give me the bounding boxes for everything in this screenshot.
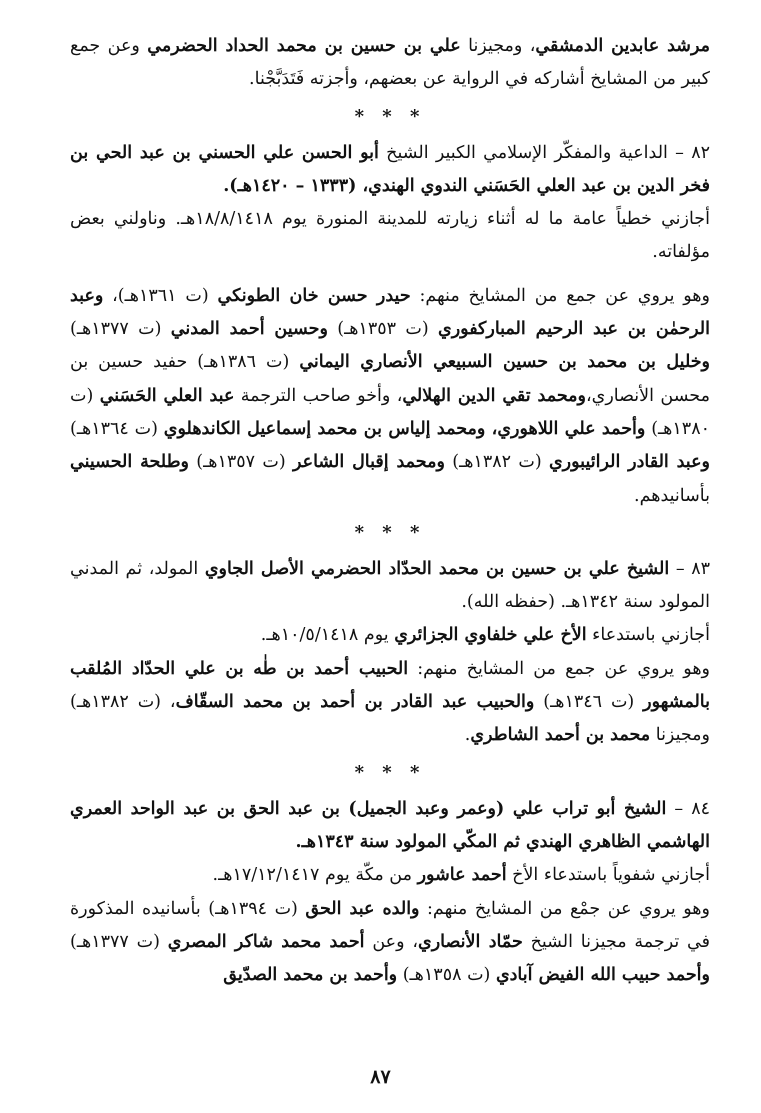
scholar-name: مرشد عابدين الدمشقي: [535, 36, 710, 56]
text-run: وهو يروي عن جمْع من المشايخ منهم:: [419, 898, 710, 919]
scholar-name: وحسين أحمد المدني: [170, 319, 328, 340]
text-run: ، (ت ١٣٨٢هـ) ومجيزنا: [70, 692, 710, 746]
text-run: من مكّة يوم ١٧/١٢/١٤١٧هـ.: [212, 865, 418, 886]
entry-84-heading: [70, 793, 710, 860]
scholar-name: علي بن حسين بن محمد الحداد الحضرمي: [147, 36, 461, 56]
section-separator: * * *: [354, 521, 426, 543]
text-run: (ت ١٣٦٤هـ): [70, 418, 164, 439]
section-separator: * * *: [354, 105, 426, 127]
scholar-name: حمّاد الأنصاري: [418, 931, 523, 952]
scholar-name: أحمد محمد شاكر المصري: [167, 931, 365, 952]
entry-82-ijaza: أجازني خطياً عامة ما له أثناء زيارته للمدينة المنورة يوم ١٨/٨/١٤١٨هـ. وناولني بعض مؤلفاته.: [70, 209, 710, 263]
scholar-name: وعبد القادر الرائيبوري: [548, 452, 710, 473]
text-run: (ت ١٣٨٢هـ): [444, 452, 549, 473]
scholar-name: وأحمد حبيب الله الفيض آبادي: [495, 965, 710, 986]
entry-84-riwaya: [70, 893, 710, 993]
text-run: (ت ١٣٧٧هـ): [70, 931, 168, 952]
scholar-name: ومحمد تقي الدين الهلالي: [402, 385, 586, 406]
text-run: وعن جمع كبير من المشايخ أشاركه في الرواية عن بعضهم، وأجزته فَتَدَبَّجْنا.: [70, 36, 710, 90]
entry-82-heading: [70, 137, 710, 204]
text-run: (ت ١٣٧٧هـ): [70, 319, 171, 340]
page-number: ٨٧: [370, 1066, 391, 1088]
scholar-name: أبو الحسن علي الحسني بن عبد الحي بن فخر الدين بن عبد العلي الحَسَني الندوي الهندي، (١٣٣٣ – ١٤٢٠هـ).: [70, 142, 710, 196]
scholar-name: الشيخ أبو تراب علي (وعمر وعبد الجميل) بن عبد الحق بن عبد الواحد العمري الهاشمي الظاهري الهندي ثم المكّي المولود سنة ١٣٤٣هـ.: [70, 798, 710, 852]
section-separator: * * *: [354, 761, 426, 783]
entry-number: ٨٢ – الداعية والمفكّر الإسلامي الكبير الشيخ: [378, 142, 710, 163]
text-run: (ت ١٣٥٣هـ): [327, 319, 438, 340]
entry-83-ijaza: [70, 619, 710, 652]
text-run: (ت ١٣٨٦هـ) حفيد حسين بن محسن الأنصاري،: [70, 352, 710, 406]
text-run: وهو يروي عن جمع من المشايخ منهم:: [410, 285, 710, 306]
text-run: المولد، ثم المدني المولود سنة ١٣٤٢هـ. (حفظه الله).: [70, 558, 710, 613]
text-run: أجازني باستدعاء: [586, 625, 710, 646]
scholar-name: والحبيب عبد القادر بن أحمد بن محمد السقّاف: [175, 692, 535, 713]
text-run: (ت ١٣٦١هـ)،: [103, 285, 218, 306]
intro-paragraph: [70, 30, 710, 97]
text-run: .: [464, 725, 471, 746]
text-run: (ت ١٣٩٤هـ) بأسانيده المذكورة في ترجمة مجيزنا الشيخ: [70, 898, 710, 952]
entry-number: ٨٤ –: [666, 798, 710, 819]
text-run: أجازني شفوياً باستدعاء الأخ: [506, 865, 710, 886]
scholar-name: محمد بن أحمد الشاطري: [470, 725, 651, 746]
text-run: (ت ١٣٥٨هـ): [397, 965, 496, 986]
text-run: ، ومجيزنا: [460, 36, 536, 56]
scholar-name: أحمد عاشور: [417, 865, 507, 886]
text-run: (ت ١٣٥٧هـ): [188, 452, 293, 473]
text-run: ، وأخو صاحب الترجمة: [234, 385, 403, 406]
scholar-name: وعبد الرحمٰن بن عبد الرحيم المباركفوري: [70, 285, 710, 340]
scholar-name: حيدر حسن خان الطونكي: [217, 285, 411, 306]
text-run: وهو يروي عن جمع من المشايخ منهم:: [408, 658, 710, 679]
scholar-name: الأخ علي خلفاوي الجزائري: [394, 625, 587, 646]
scholar-name: والده عبد الحق: [305, 898, 420, 919]
scholar-name: ومحمد إقبال الشاعر: [293, 452, 445, 473]
scholar-name: وطلحة الحسيني: [70, 452, 189, 473]
scholar-name: وأحمد علي اللاهوري، ومحمد إلياس بن محمد إسماعيل الكاندهلوي: [163, 418, 646, 439]
scholar-name: الحبيب أحمد بن طٰه بن علي الحدّاد المُلقب بالمشهور: [70, 658, 710, 713]
scholar-name: وخليل بن محمد بن حسين السبيعي الأنصاري اليماني: [299, 352, 711, 373]
scholar-name: وأحمد بن محمد الصدّيق: [223, 965, 398, 986]
entry-82-riwaya: [70, 280, 710, 513]
scholar-name: الشيخ علي بن حسين بن محمد الحدّاد الحضرمي الأصل الجاوي: [204, 558, 670, 579]
text-run: (ت ١٣٨٠هـ): [70, 385, 711, 439]
text-run: (ت ١٣٤٦هـ): [534, 692, 644, 713]
entry-83-heading: [70, 553, 710, 620]
scholar-name: عبد العلي الحَسَني: [99, 385, 235, 406]
text-run: بأسانيدهم.: [634, 485, 710, 506]
entry-number: ٨٣ –: [669, 558, 710, 579]
entry-84-ijaza: [70, 859, 710, 892]
entry-83-riwaya: [70, 653, 710, 753]
text-run: يوم ١٠/٥/١٤١٨هـ.: [260, 625, 395, 646]
text-run: ، وعن: [364, 931, 418, 952]
document-page: [70, 30, 710, 1080]
